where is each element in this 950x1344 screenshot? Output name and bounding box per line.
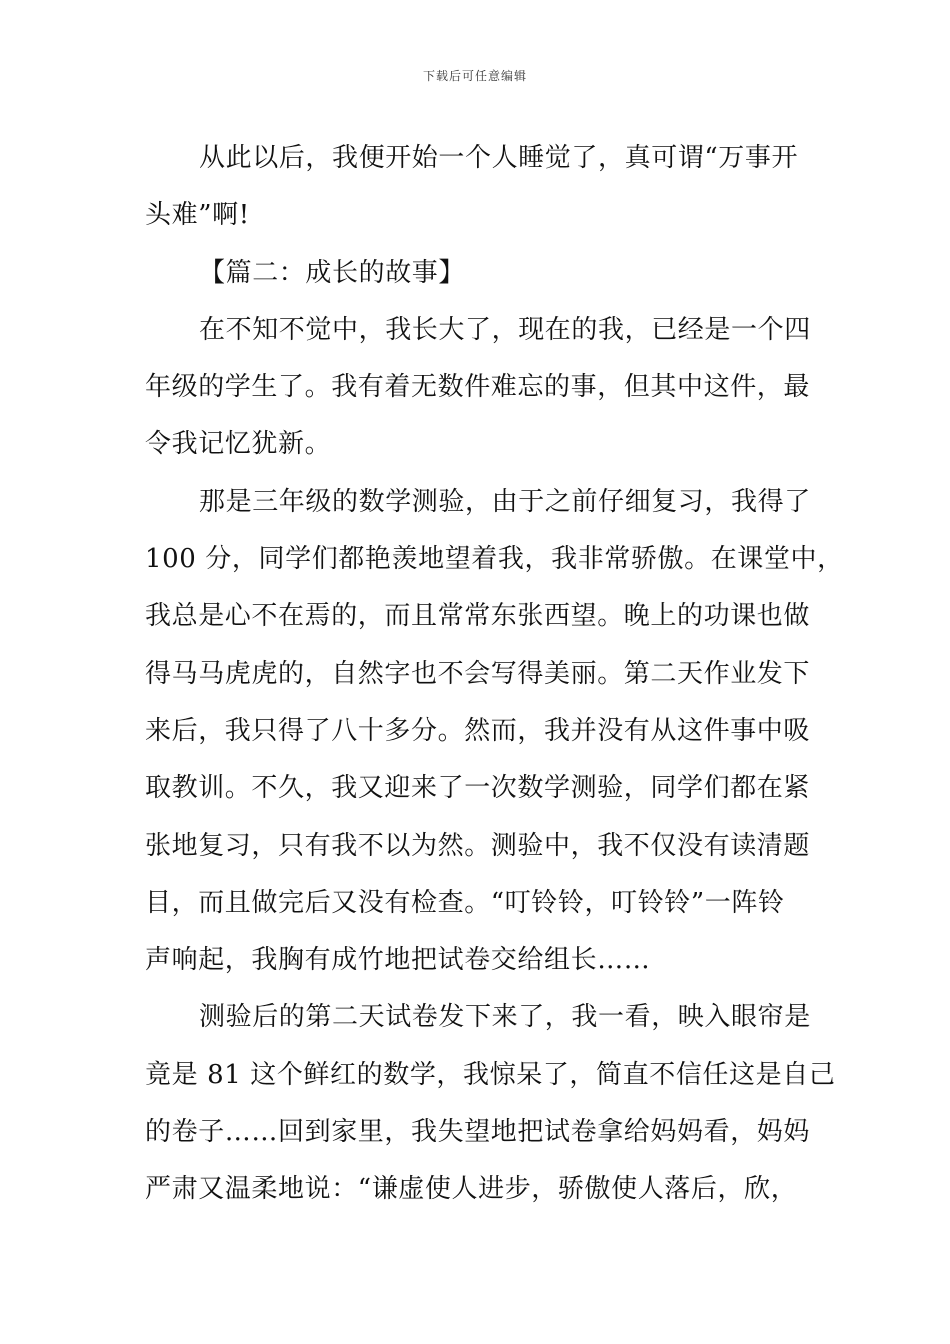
document-body	[145, 130, 844, 1219]
paragraph-line: 得马马虎虎的，自然字也不会写得美丽。第二天作业发下	[145, 658, 811, 689]
paragraph-line: 声响起，我胸有成竹地把试卷交给组长……	[145, 945, 651, 976]
section-heading: 【篇二：成长的故事】	[199, 257, 466, 288]
paragraph-line: 测验后的第二天试卷发下来了，我一看，映入眼帘是	[199, 1002, 811, 1033]
paragraph-line: 在不知不觉中，我长大了，现在的我，已经是一个四	[199, 314, 811, 345]
paragraph-line: 100 分，同学们都艳羡地望着我，我非常骄傲。在课堂中，	[145, 544, 844, 575]
paragraph-line: 那是三年级的数学测验，由于之前仔细复习，我得了	[199, 486, 811, 517]
page-header: 下载后可任意编辑	[422, 69, 527, 83]
paragraph-line: 的卷子……回到家里，我失望地把试卷拿给妈妈看，妈妈	[145, 1117, 811, 1148]
paragraph-line: 我总是心不在焉的，而且常常东张西望。晚上的功课也做	[145, 601, 811, 632]
paragraph-line: 目，而且做完后又没有检查。“叮铃铃，叮铃铃”一阵铃	[145, 887, 785, 918]
paragraph-line: 年级的学生了。我有着无数件难忘的事，但其中这件，最	[145, 372, 811, 403]
paragraph-line: 从此以后，我便开始一个人睡觉了，真可谓“万事开	[199, 143, 799, 173]
paragraph-line: 竟是 81 这个鲜红的数学，我惊呆了，简直不信任这是自己	[145, 1059, 836, 1090]
paragraph-line: 取教训。不久，我又迎来了一次数学测验，同学们都在紧	[145, 773, 811, 804]
paragraph-line: 令我记忆犹新。	[145, 429, 332, 460]
paragraph-line: 张地复习，只有我不以为然。测验中，我不仅没有读清题	[145, 830, 811, 861]
paragraph-line: 严肃又温柔地说：“谦虚使人进步，骄傲使人落后，欣，	[145, 1174, 798, 1205]
paragraph-line: 来后，我只得了八十多分。然而，我并没有从这件事中吸	[145, 715, 811, 746]
paragraph-line: 头难”啊!	[145, 200, 250, 231]
